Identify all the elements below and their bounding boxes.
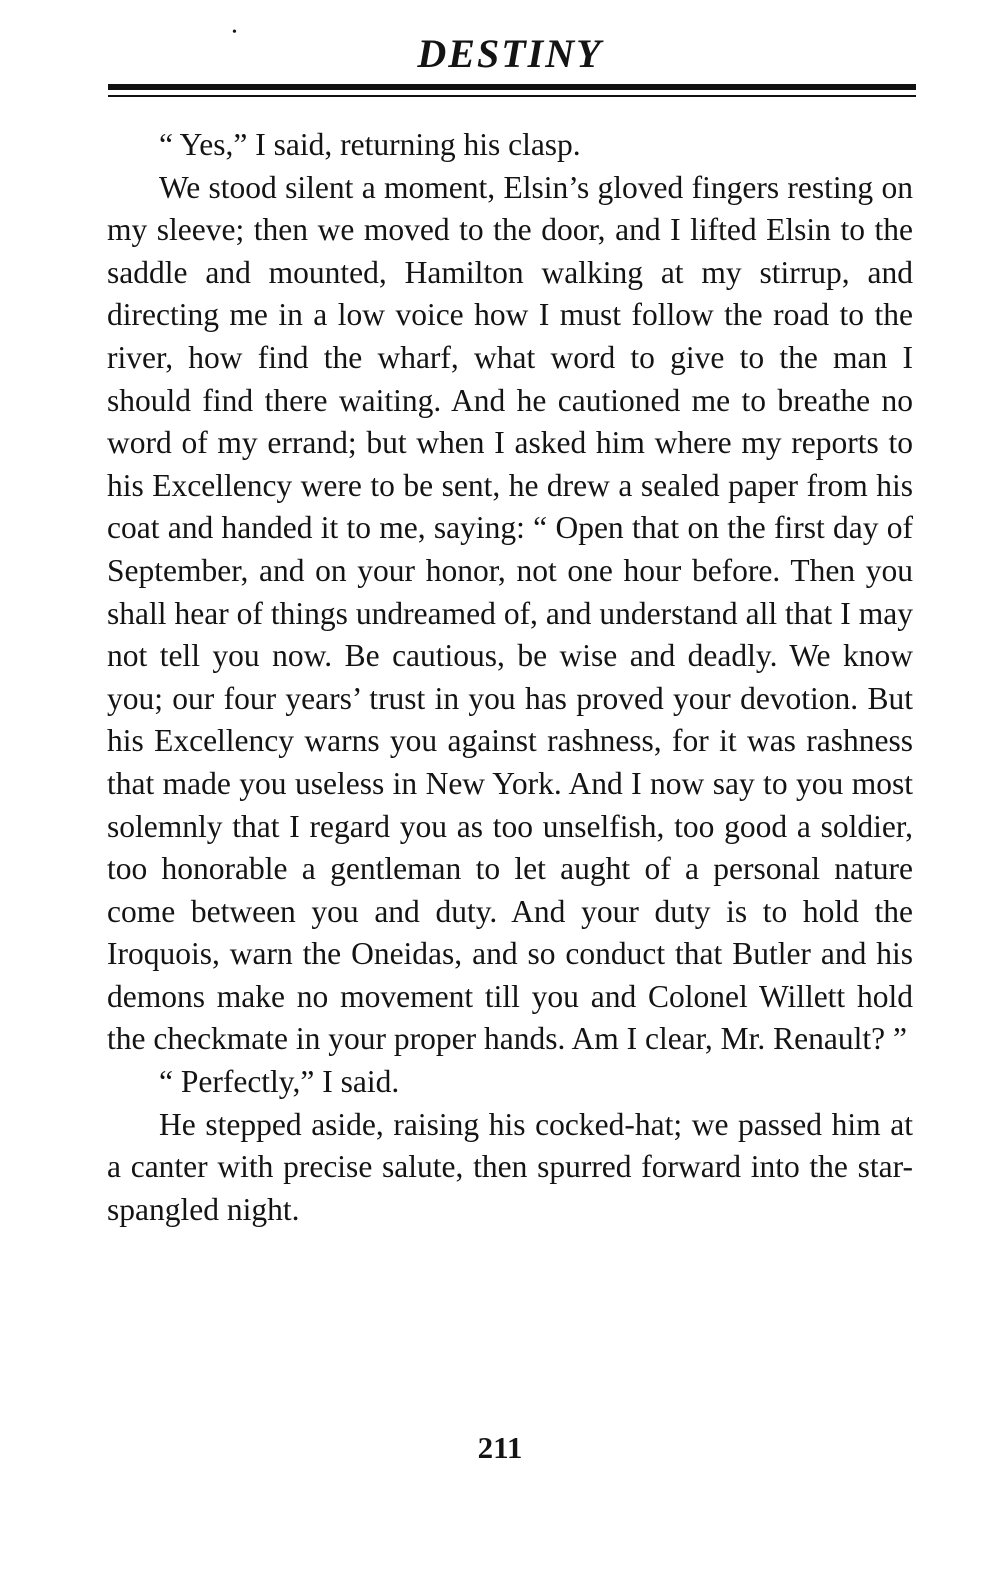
paragraph: We stood silent a moment, Elsin’s gloved fingers resting on my sleeve; then we moved to the door, and I lifted Elsin to the saddle and mounted, Hamilton walking at my stirrup, and directing me in a low voice how I must follow the road to the river, how find the wharf, what word to give to the man I should find there waiting. And he cautioned me to breathe no word of my errand; but when I asked him where my reports to his Excellency were to be sent, he drew a sealed paper from his coat and handed it to me, saying: “ Open that on the first day of September, and on your honor, not one hour before. Then you shall hear of things undreamed of, and understand all that I may not tell you now. Be cautious, be wise and deadly. We know you; our four years’ trust in you has proved your devotion. But his Excellency warns you against rashness, for it was rashness that made you useless in New York. And I now say to you most solemnly that I regard you as too unselfish, too good a soldier, too honorable a gentleman to let aught of a personal nature come between you and duty. And your duty is to hold the Iroquois, warn the Oneidas, and so conduct that Butler and his demons make no movement till you and Colonel Willett hold the checkmate in your proper hands. Am I clear, Mr. Renault? ” [107, 169, 913, 1057]
page-header [0, 30, 1000, 77]
stray-mark: • [232, 25, 237, 40]
paragraph: “ Yes,” I said, returning his clasp. [159, 127, 581, 162]
header-rule-thin [108, 95, 916, 97]
body-text [107, 124, 913, 1231]
paragraph: “ Perfectly,” I said. [159, 1064, 400, 1100]
header-rule-thick [108, 84, 916, 90]
running-title: DESTINY [417, 31, 603, 76]
paragraph: He stepped aside, raising his cocked-hat; we passed him at a canter with precise salute, then spurred forward into the star-spangled night. [107, 1106, 913, 1227]
page-number: 211 [477, 1430, 523, 1465]
